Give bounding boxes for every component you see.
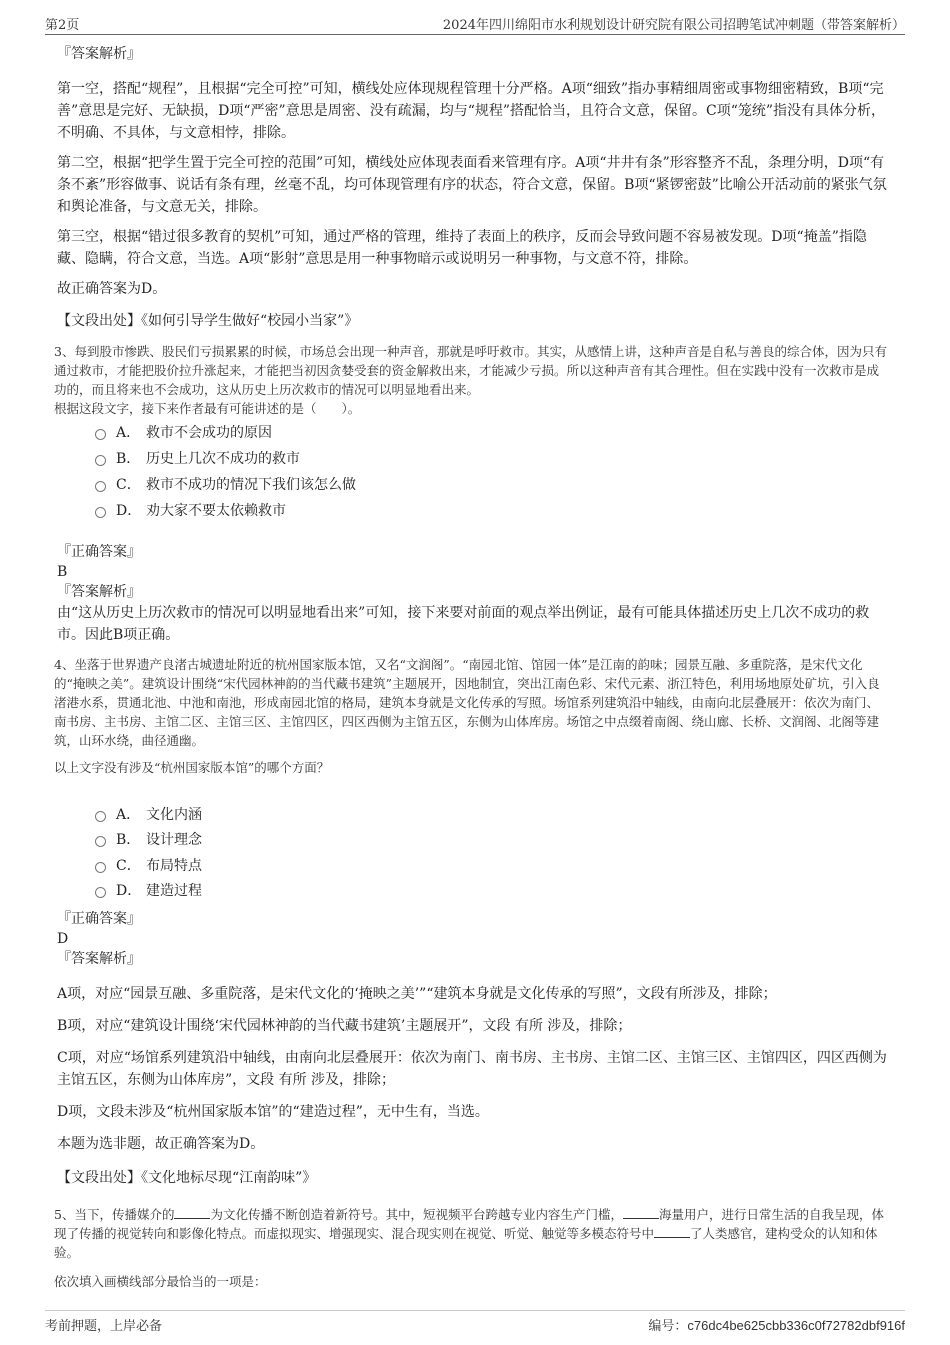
analysis-item-b: B项，对应“建筑设计围绕‘宋代园林神韵的当代藏书建筑’主题展开”，文段 有所 涉及，排除；: [57, 1018, 632, 1034]
correct-answer: B: [57, 564, 68, 580]
q4-answer-section: [57, 909, 890, 1189]
question-prompt: 根据这段文字，接下来作者最有可能讲述的是（ ）。: [54, 401, 361, 416]
option-b[interactable]: B． 设计理念: [95, 830, 202, 850]
analysis-conclusion: 故正确答案为D。: [57, 281, 167, 297]
answer-tag: 『正确答案』: [57, 911, 141, 927]
option-d[interactable]: D． 劝大家不要太依赖救市: [95, 501, 286, 521]
page-header: [45, 12, 905, 35]
question-stem: 5、当下，传播媒介的 为文化传播不断创造着新符号。其中，短视频平台跨越专业内容生产门槛， 海量用户，进行日常生活的自我呈现，体现了传播的视觉转向和影像化特点。而虚拟现实、增强现实、混合现实则在视觉、听觉、触觉等多模态符号中 了人类感官，建构受众的认知和体验。: [54, 1207, 884, 1260]
q3-answer-section: [57, 542, 890, 646]
analysis-tag: 『答案解析』: [57, 46, 141, 62]
option-a[interactable]: A． 文化内涵: [95, 805, 202, 825]
option-a[interactable]: A． 救市不会成功的原因: [95, 423, 272, 443]
source-citation: 【文段出处】《如何引导学生做好“校园小当家”》: [57, 313, 359, 329]
option-d[interactable]: D． 建造过程: [95, 881, 202, 901]
answer-tag: 『正确答案』: [57, 544, 141, 560]
analysis-tag: 『答案解析』: [57, 951, 141, 967]
analysis-paragraph-1: 第一空，搭配“规程”，且根据“完全可控”可知，横线处应体现规程管理十分严格。A项“细致”指办事精细周密或事物细密精致，B项“完善”意思是完好、无缺损，D项“严密”意思是周密、没有疏漏，均与“规程”搭配恰当，且符合文意，保留。C项“笼统”指没有具体分析，不明确、不具体，与文意相悖，排除。: [57, 81, 886, 141]
analysis-item-d: D项，文段未涉及“杭州国家版本馆”的“建造过程”，无中生有，当选。: [57, 1104, 489, 1120]
question-stem: 4、坐落于世界遗产良渚古城遗址附近的杭州国家版本馆，又名“文润阁”。“南园北馆、馆园一体”是江南的韵味；园景互融、多重院落，是宋代文化的“掩映之美”。建筑设计围绕“宋代园林神韵的当代藏书建筑”主题展开，因地制宜，突出江南色彩、宋代元素、浙江特色，利用场地原处矿坑，引入良渚港水系，贯通北池、中池和南池，形成南园北馆的格局，建筑本身就是文化传承的写照。场馆系列建筑沿中轴线，由南向北层叠展开：依次为南门、南书房、主书房、主馆二区、主馆三区、主馆四区，四区西侧为主馆五区，东侧为山体库房。场馆之中点缀着南阁、绕山廊、长桥、文润阁、北阁等建筑，山环水绕，曲径通幽。: [54, 657, 880, 748]
blank-3: [654, 1225, 690, 1238]
question-prompt: 以上文字没有涉及“杭州国家版本馆”的哪个方面？: [54, 760, 330, 775]
source-citation: 【文段出处】《文化地标尽现“江南韵味”》: [57, 1170, 317, 1186]
analysis-tag: 『答案解析』: [57, 584, 141, 600]
option-b[interactable]: B． 历史上几次不成功的救市: [95, 449, 300, 469]
question-3: [54, 342, 890, 418]
radio-icon[interactable]: [95, 455, 106, 466]
footer-slogan: 考前押题，上岸必备: [45, 1319, 163, 1334]
page-footer: [45, 1310, 905, 1336]
question-5: [54, 1205, 890, 1291]
question-4: [54, 655, 890, 777]
radio-icon[interactable]: [95, 429, 106, 440]
option-c[interactable]: C． 布局特点: [95, 856, 202, 876]
analysis-item-a: A项，对应“园景互融、多重院落，是宋代文化的‘掩映之美’”“建筑本身就是文化传承的写照”，文段有所涉及，排除；: [57, 986, 777, 1002]
radio-icon[interactable]: [95, 862, 106, 873]
radio-icon[interactable]: [95, 887, 106, 898]
radio-icon[interactable]: [95, 836, 106, 847]
analysis-item-c: C项，对应“场馆系列建筑沿中轴线，由南向北层叠展开：依次为南门、南书房、主书房、主馆二区、主馆三区、主馆四区，四区西侧为主馆五区，东侧为山体库房”，文段 有所 涉及，排除；: [57, 1050, 887, 1088]
document-id: 编号：c76dc4be625cbb336c0f72782dbf916f: [648, 1318, 905, 1333]
page-number: 第2页: [45, 18, 80, 33]
q2-analysis-section: [57, 44, 890, 332]
analysis-text: 由“这从历史上历次救市的情况可以明显地看出来”可知，接下来要对前面的观点举出例证，最有可能具体描述历史上几次不成功的救市。因此B项正确。: [57, 605, 870, 643]
document-title: 2024年四川绵阳市水利规划设计研究院有限公司招聘笔试冲刺题（带答案解析）: [442, 18, 905, 33]
blank-2: [623, 1206, 659, 1219]
correct-answer: D: [57, 931, 69, 947]
analysis-paragraph-2: 第二空，根据“把学生置于完全可控的范围”可知，横线处应体现表面看来管理有序。A项“井井有条”形容整齐不乱，条理分明，D项“有条不紊”形容做事、说话有条有理，丝毫不乱，均可体现管理有序的状态，符合文意，保留。B项“紧锣密鼓”比喻公开活动前的紧张气氛和舆论准备，与文意无关，排除。: [57, 155, 887, 215]
question-stem: 3、每到股市惨跌、股民们亏损累累的时候，市场总会出现一种声音，那就是呼吁救市。其实，从感情上讲，这种声音是自私与善良的综合体，因为只有通过救市，才能把股价拉升涨起来，才能把当初因贪婪受套的资金解救出来，才能减少亏损。所以这种声音有其合理性。但在实践中没有一次救市是成功的，而且将来也不会成功，这从历史上历次救市的情况可以明显地看出来。: [54, 344, 887, 397]
radio-icon[interactable]: [95, 811, 106, 822]
radio-icon[interactable]: [95, 507, 106, 518]
radio-icon[interactable]: [95, 481, 106, 492]
analysis-paragraph-3: 第三空，根据“错过很多教育的契机”可知，通过严格的管理，维持了表面上的秩序，反而会导致问题不容易被发现。D项“掩盖”指隐藏、隐瞒，符合文意，当选。A项“影射”意思是用一种事物暗示或说明另一种事物，与文意不符，排除。: [57, 229, 867, 267]
option-c[interactable]: C． 救市不成功的情况下我们该怎么做: [95, 475, 356, 495]
question-prompt: 依次填入画横线部分最恰当的一项是：: [54, 1274, 267, 1289]
blank-1: [174, 1206, 210, 1219]
analysis-conclusion: 本题为选非题，故正确答案为D。: [57, 1136, 265, 1152]
